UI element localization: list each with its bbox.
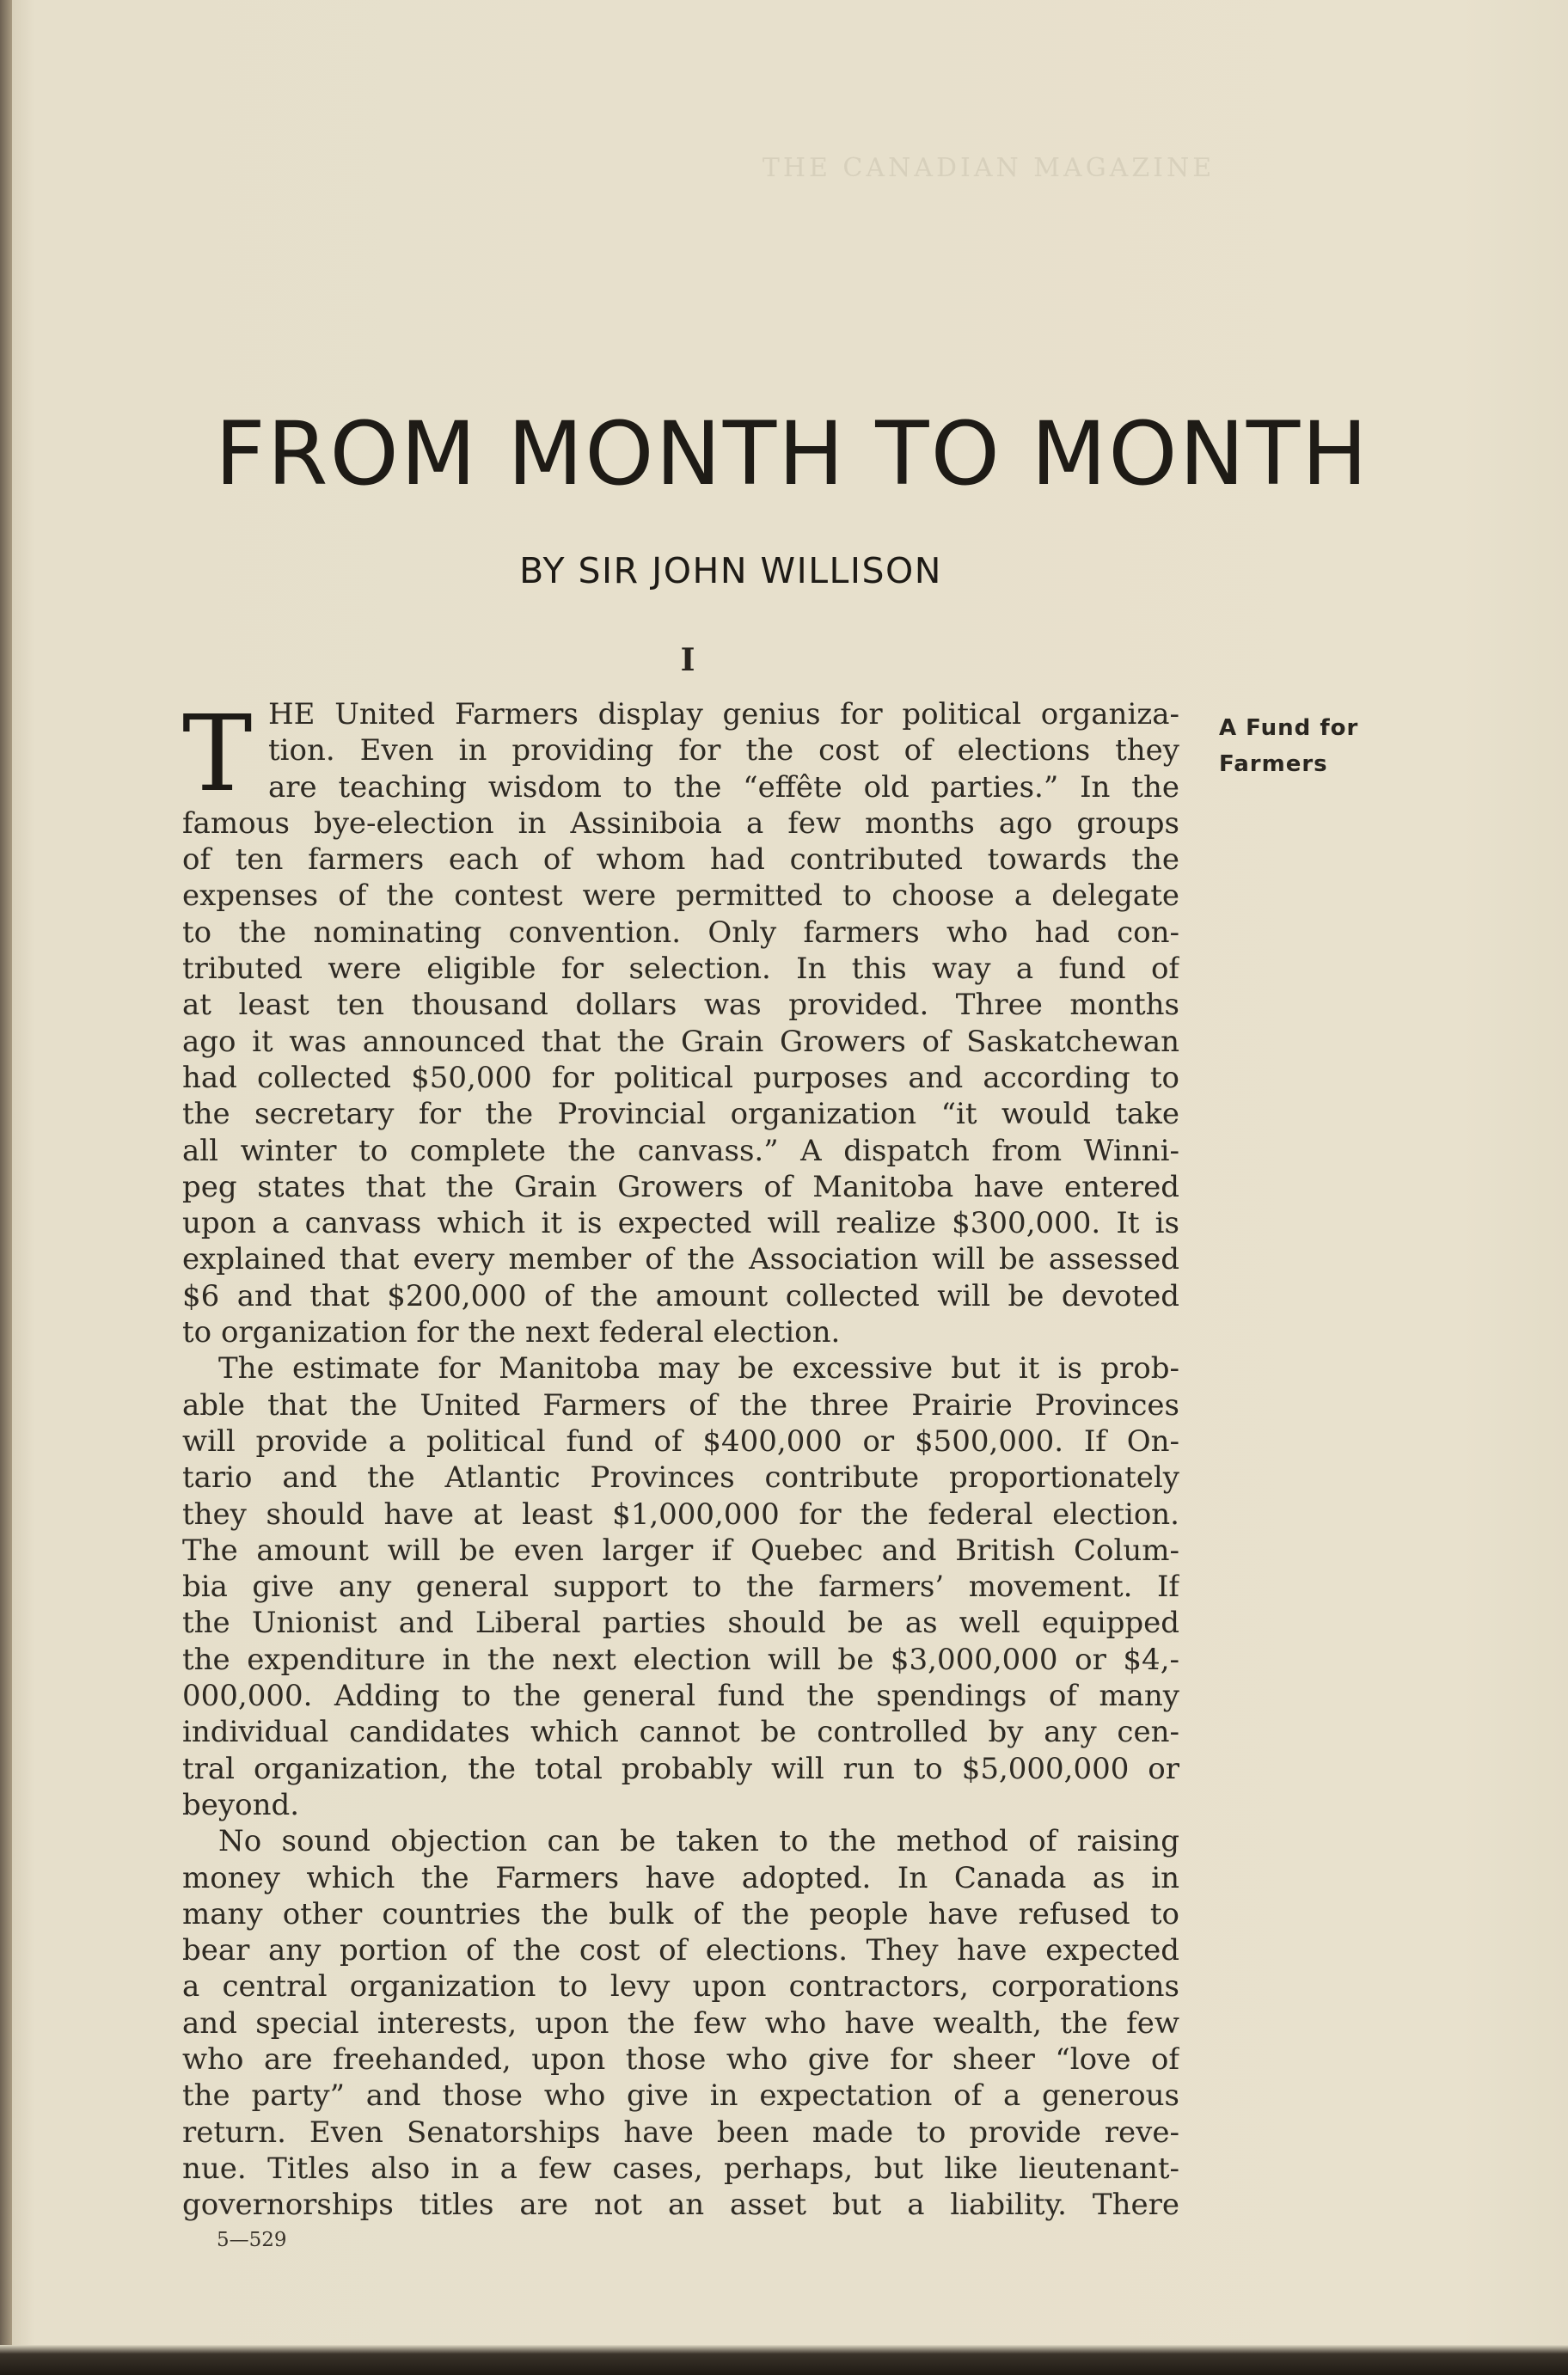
text-line: tral organization, the total probably will run to $5,000,000 or (182, 1751, 1179, 1786)
text-line: money which the Farmers have adopted. In Canada as in (182, 1860, 1179, 1895)
show-through-header: THE CANADIAN MAGAZINE (762, 153, 1216, 183)
text-line: tion. Even in providing for the cost of elections they (268, 733, 1179, 768)
text-line: and special interests, upon the few who have wealth, the few (182, 2005, 1179, 2041)
byline: BY SIR JOHN WILLISON (519, 550, 942, 591)
text-line: they should have at least $1,000,000 for the federal election. (182, 1497, 1179, 1532)
text-line: able that the United Farmers of the three Prairie Provinces (182, 1387, 1179, 1423)
text-line: famous bye-election in Assiniboia a few months ago groups (182, 805, 1179, 841)
text-line: to the nominating convention. Only farmers who had con- (182, 915, 1179, 950)
margin-note (1219, 710, 1417, 782)
text-line: all winter to complete the canvass.” A dispatch from Winni- (182, 1133, 1179, 1168)
text-line: the party” and those who give in expectation of a generous (182, 2078, 1179, 2114)
margin-note-line: Farmers (1219, 751, 1328, 777)
text-line: The amount will be even larger if Quebec and British Colum- (182, 1533, 1179, 1568)
text-line: many other countries the bulk of the people have refused to (182, 1896, 1179, 1931)
scan-bottom-edge (0, 2345, 1568, 2375)
page-folio: 5—529 (217, 2229, 287, 2251)
article-body (182, 693, 1179, 2223)
text-line: peg states that the Grain Growers of Manitoba have entered (182, 1169, 1179, 1204)
text-line: individual candidates which cannot be controlled by any cen- (182, 1715, 1179, 1750)
text-line: the Unionist and Liberal parties should be as well equipped (182, 1606, 1179, 1641)
text-line: the secretary for the Provincial organization “it would take (182, 1097, 1179, 1132)
binding-shadow (0, 0, 12, 2375)
text-line: nue. Titles also in a few cases, perhaps, but like lieutenant- (182, 2151, 1179, 2186)
text-line: tario and the Atlantic Provinces contribute proportionately (182, 1460, 1179, 1496)
text-line: are teaching wisdom to the “effête old parties.” In the (268, 769, 1179, 805)
text-line: the expenditure in the next election will be $3,000,000 or $4,- (182, 1642, 1179, 1677)
text-line: upon a canvass which it is expected will realize $300,000. It is (182, 1206, 1179, 1241)
drop-cap: T (182, 693, 253, 815)
text-line: beyond. (182, 1787, 300, 1822)
text-line: 000,000. Adding to the general fund the spendings of many (182, 1679, 1179, 1714)
text-line: a central organization to levy upon contractors, corporations (182, 1969, 1179, 2005)
text-line: bear any portion of the cost of elections. They have expected (182, 1933, 1179, 1968)
text-line: had collected $50,000 for political purposes and according to (182, 1060, 1179, 1095)
text-line: bia give any general support to the farmers’ movement. If (182, 1570, 1179, 1605)
text-line: will provide a political fund of $400,000 or $500,000. If On- (182, 1423, 1179, 1459)
text-line: to organization for the next federal election. (182, 1315, 841, 1350)
text-line: who are freehanded, upon those who give for sheer “love of (182, 2041, 1179, 2077)
text-line: expenses of the contest were permitted to choose a delegate (182, 878, 1179, 914)
text-line: return. Even Senatorships have been made to provide reve- (182, 2115, 1179, 2150)
text-line: HE United Farmers display genius for political organiza- (268, 697, 1179, 731)
text-line: governorships titles are not an asset but a liability. There (182, 2188, 1179, 2223)
text-line: No sound objection can be taken to the method of raising (218, 1824, 1179, 1859)
article-title: FROM MONTH TO MONTH (215, 403, 1369, 505)
text-line: of ten farmers each of whom had contributed towards the (182, 842, 1179, 878)
section-number: I (680, 642, 695, 678)
text-line: $6 and that $200,000 of the amount collected will be devoted (182, 1278, 1179, 1313)
text-line: tributed were eligible for selection. In this way a fund of (182, 952, 1179, 987)
text-line: explained that every member of the Association will be assessed (182, 1242, 1179, 1277)
margin-note-line: A Fund for (1219, 715, 1359, 741)
text-line: ago it was announced that the Grain Growers of Saskatchewan (182, 1024, 1179, 1059)
text-line: at least ten thousand dollars was provided. Three months (182, 988, 1179, 1023)
text-line: The estimate for Manitoba may be excessive but it is prob- (218, 1351, 1179, 1386)
